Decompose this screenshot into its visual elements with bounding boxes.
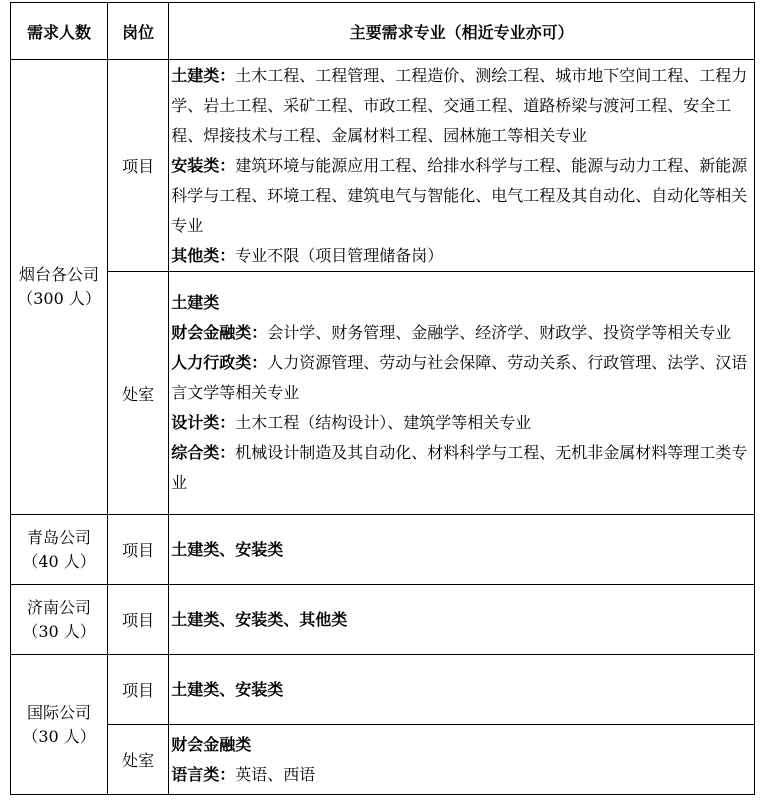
major-entry [171, 61, 752, 151]
major-label: 财会金融类 [171, 734, 252, 754]
group-name: 国际公司 [27, 702, 92, 722]
major-text: 人力资源管理、劳动与社会保障、劳动关系、行政管理、法学、汉语言文学等相关专业 [171, 353, 748, 402]
major-entry [171, 288, 752, 318]
major-text: 专业不限（项目管理储备岗） [235, 245, 444, 265]
majors-cell [169, 60, 755, 272]
position-cell: 项目 [108, 585, 169, 655]
table-row [11, 655, 755, 725]
majors-cell [169, 272, 755, 515]
group-name: 青岛公司 [27, 527, 92, 547]
header-position: 岗位 [108, 3, 169, 60]
group-yantai [11, 60, 108, 515]
major-entry [171, 730, 752, 760]
group-count: （30 人） [22, 621, 96, 641]
major-text: 土木工程、工程管理、工程造价、测绘工程、城市地下空间工程、工程力学、岩土工程、采矿工程、市政工程、交通工程、道路桥梁与渡河工程、安全工程、焊接技术与工程、金属材料工程、园林施工等相关专业 [171, 65, 748, 145]
position-cell: 处室 [108, 725, 169, 795]
majors-cell: 土建类、安装类 [169, 515, 755, 585]
position-cell: 处室 [108, 272, 169, 515]
group-qingdao [11, 515, 108, 585]
table-row [11, 585, 755, 655]
position-cell: 项目 [108, 655, 169, 725]
table-row [11, 725, 755, 795]
group-name: 烟台各公司 [19, 265, 100, 284]
header-headcount: 需求人数 [11, 3, 108, 60]
majors-cell: 土建类、安装类、其他类 [169, 585, 755, 655]
group-count: （30 人） [22, 726, 96, 746]
major-text: 会计学、财务管理、金融学、经济学、财政学、投资学等相关专业 [267, 323, 732, 342]
recruitment-table [10, 2, 755, 795]
major-label: 其他类： [171, 245, 236, 265]
major-entry [171, 318, 752, 348]
major-label: 安装类： [171, 155, 236, 175]
table-row [11, 272, 755, 515]
group-jinan [11, 585, 108, 655]
major-label: 人力行政类： [171, 353, 268, 372]
major-text: 英语、西语 [235, 764, 316, 784]
position-cell: 项目 [108, 60, 169, 272]
majors-cell [169, 725, 755, 795]
major-entry [171, 408, 752, 438]
major-entry [171, 348, 752, 408]
major-text: 土木工程（结构设计）、建筑学等相关专业 [235, 413, 532, 432]
major-label: 财会金融类： [171, 323, 268, 342]
major-label: 综合类： [171, 443, 236, 462]
table-row [11, 515, 755, 585]
group-name: 济南公司 [27, 597, 92, 617]
major-entry [171, 241, 752, 271]
major-label: 语言类： [171, 764, 236, 784]
table-row [11, 60, 755, 272]
header-row [11, 3, 755, 60]
major-label: 设计类： [171, 413, 236, 432]
major-entry [171, 760, 752, 790]
position-cell: 项目 [108, 515, 169, 585]
major-entry [171, 438, 752, 498]
group-count: （40 人） [22, 551, 96, 571]
major-entry [171, 151, 752, 241]
group-international [11, 655, 108, 795]
major-label: 土建类： [171, 65, 236, 85]
header-majors: 主要需求专业（相近专业亦可） [169, 3, 755, 60]
majors-cell: 土建类、安装类 [169, 655, 755, 725]
major-text: 机械设计制造及其自动化、材料科学与工程、无机非金属材料等理工类专业 [171, 443, 748, 492]
major-label: 土建类 [171, 293, 220, 312]
group-count: （300 人） [17, 289, 101, 308]
major-text: 建筑环境与能源应用工程、给排水科学与工程、能源与动力工程、新能源科学与工程、环境工程、建筑电气与智能化、电气工程及其自动化、自动化等相关专业 [171, 155, 748, 235]
